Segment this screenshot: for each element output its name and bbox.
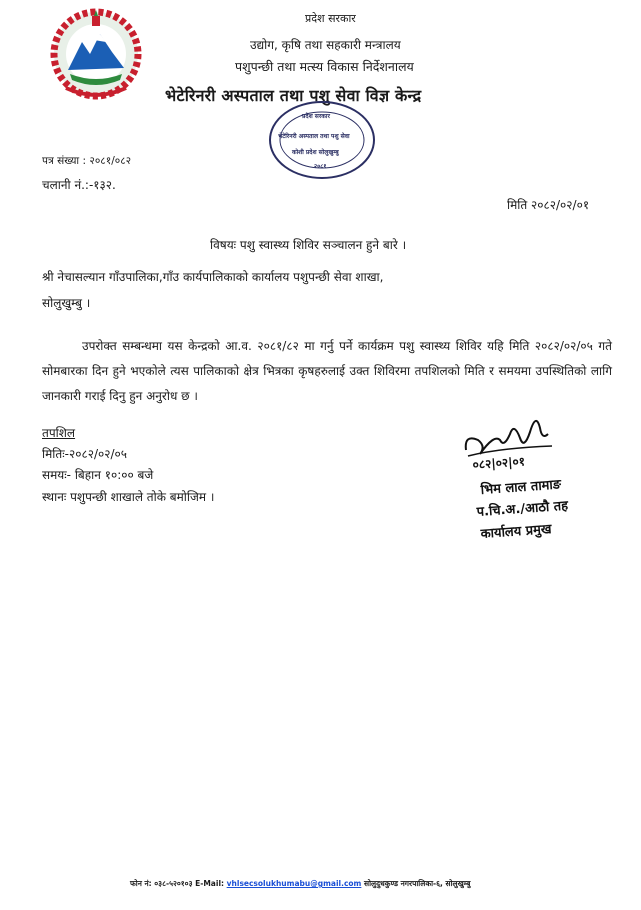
letterhead-line1: प्रदेश सरकार — [305, 12, 356, 25]
letterhead-line2: उद्योग, कृषि तथा सहकारी मन्त्रालय — [250, 38, 401, 52]
footer-address: सोलुदुधकुण्ड नगरपालिका-६, सोलुखुम्बु — [364, 879, 471, 888]
office-stamp — [262, 94, 386, 194]
details-time: समयः- बिहान १०:०० बजे — [42, 468, 154, 482]
letter-date: मिति २०८२/०२/०१ — [507, 198, 590, 212]
details-heading: तपशिल — [42, 426, 76, 440]
letterhead-line3: पशुपन्छी तथा मत्स्य विकास निर्देशनालय — [235, 59, 414, 74]
signature-date: ०८२|०२|०१ — [472, 454, 526, 472]
chalani-number: चलानी नं.:-१३२. — [42, 178, 116, 192]
stamp-line4: २०८१ — [314, 163, 327, 170]
footer-email-link[interactable]: vhlsecsolukhumabu@gmail.com — [226, 879, 362, 888]
patra-sankhya: पत्र संख्या : २०८१/०८२ — [42, 155, 132, 167]
signatory-designation: प.चि.अ./आठौ तह — [476, 498, 569, 520]
subject: विषयः पशु स्वास्थ्य शिविर सञ्चालन हुने बारे । — [210, 238, 407, 252]
details-date: मितिः-२०८२/०२/०५ — [42, 447, 127, 461]
signatory-office: कार्यालय प्रमुख — [480, 522, 553, 542]
nepal-emblem-icon — [50, 8, 142, 100]
footer-phone: फोन नं: ०३८-५२०१०३ — [130, 879, 193, 888]
signatory-name: भिम लाल तामाङ — [480, 477, 562, 498]
stamp-line1: प्रदेश सरकार — [302, 113, 330, 120]
letterhead-line4: भेटेरिनरी अस्पताल तथा पशु सेवा विज्ञ केन्द्र — [165, 86, 422, 105]
details-place: स्थानः पशुपन्छी शाखाले तोके बमोजिम । — [42, 490, 215, 504]
footer — [130, 879, 470, 889]
footer-email-label: E-Mail: — [195, 879, 225, 888]
stamp-line2: भेटेरिनरी अस्पताल तथा पशु सेवा — [278, 133, 350, 140]
recipient-line1: श्री नेचासल्यान गाँउपालिका,गाँउ कार्यपालिकाको कार्यालय पशुपन्छी सेवा शाखा, — [42, 270, 384, 284]
recipient-line2: सोलुखुम्बु । — [42, 296, 91, 310]
body-paragraph: उपरोक्त सम्बन्धमा यस केन्द्रको आ.व. २०८१/८२ मा गर्नु पर्ने कार्यक्रम पशु स्वास्थ्य शिविर यहि मिति २०८२/०२/०५ गते सोमबारका दिन हुने भएकोले त्यस पालिकाको क्षेत्र भित्रका कृषहरुलाई उक्त शिविरमा तपशिलको मिति र समयमा उपस्थितिको लागि जानकारी गराई दिनु हुन अनुरोध छ । — [42, 339, 612, 403]
stamp-line3: कोशी प्रदेश सोलुखुम्बु — [292, 149, 339, 156]
